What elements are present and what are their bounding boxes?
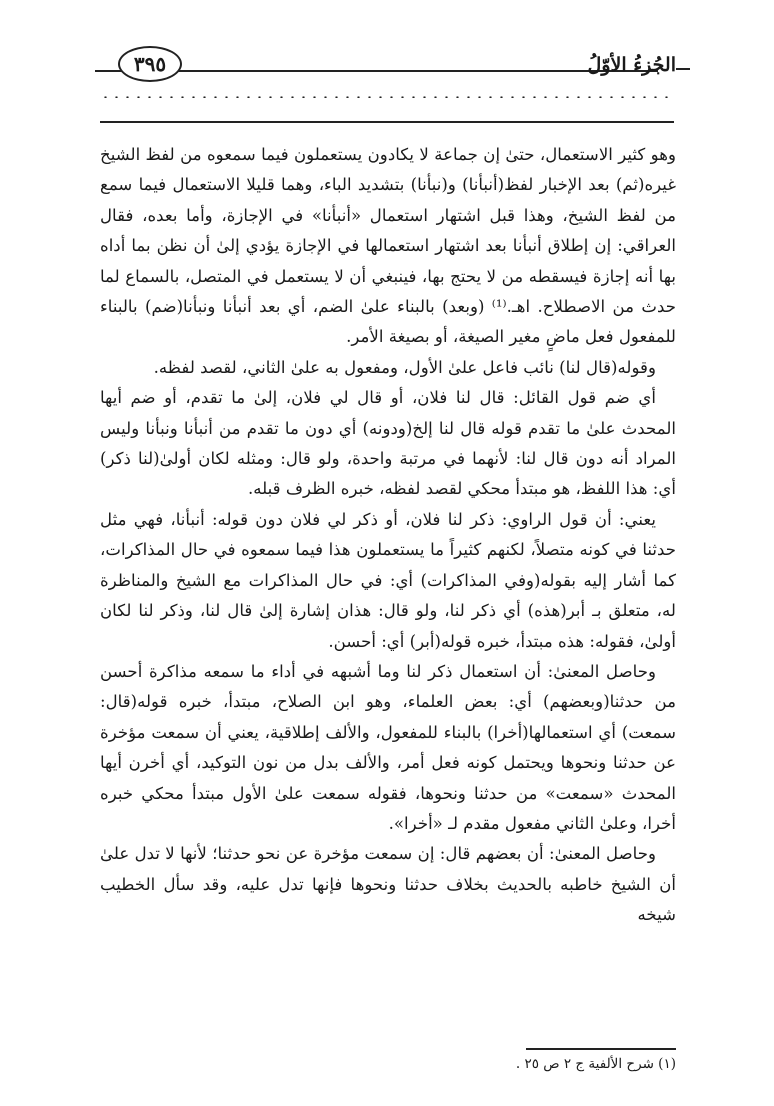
paragraph: وحاصل المعنىٰ: أن بعضهم قال: إن سمعت مؤخرة عن نحو حدثنا؛ لأنها لا تدل علىٰ أن الشيخ خاطبه بالحديث بخلاف حدثنا ونحوها فإنها تدل عليه، وقد سأل الخطيب شيخه xyxy=(100,844,676,925)
page-number: ٣٩٥ xyxy=(118,46,182,82)
paragraph: أي ضم قول القائل: قال لنا فلان، أو قال لي فلان، إلىٰ ما تقدم، أو ضم أيها المحدث علىٰ ما تقدم قوله قال لنا إلخ(ودونه) أي دون ما تقدم من أنبأنا ونبأنا وليس المراد أنه دون قال لنا: لأنهما في مرتبة واحدة، ولو قال: ومثله لكان أولىٰ(لنا ذكر) أي: هذا اللفظ، هو مبتدأ محكي لقصد لفظه، خبره الظرف قبله. xyxy=(100,388,676,499)
paragraph: وحاصل المعنىٰ: أن استعمال ذكر لنا وما أشبهه في أداء ما سمعه مذاكرة أحسن من حدثنا(وبعضهم) أي: بعض العلماء، وهو ابن الصلاح، مبتدأ، خبره قوله(قال: سمعت) أي استعمالها(أخرا) بالبناء للمفعول، والألف إطلاقية، يعني أن سمعت مؤخرة عن حدثنا ونحوها ويحتمل كونه فعل أمر، والألف بدل من نون التوكيد، أي أخرن أيها المحدث «سمعت» من حدثنا ونحوها، فقوله سمعت علىٰ الأول مبتدأ محكي خبره أخرا، وعلىٰ الثاني مفعول مقدم لـ «أخرا». xyxy=(100,661,676,833)
footnote: (١) شرح الألفية ج ٢ ص ٢٥ . xyxy=(515,1056,676,1072)
header-dash xyxy=(676,68,690,70)
header-rule-right xyxy=(175,70,658,72)
page-header xyxy=(0,0,774,100)
paragraph: وهو كثير الاستعمال، حتىٰ إن جماعة لا يكادون يستعملون فيما سمعوه من لفظ الشيخ غيره(ثم) بعد الإخبار لفظ(أنبأنا) و(نبأنا) بتشديد الباء، وهما قليلا الاستعمال فيما سمع من لفظ الشيخ، وهذا قبل اشتهار استعمال «أنبأنا» في الإجازة، وأما بعده، فقال العراقي: إن إطلاق أنبأنا بعد اشتهار استعمالها في الإجازة يؤدي إلىٰ أن نظن بما أداه بها أنه إجازة فيسقطه من لا يحتج بها، فينبغي أن لا يستعمل في المتصل، بالسماع لما حدث من الاصطلاح. اهـ.⁽¹⁾ (وبعد) بالبناء علىٰ الضم، أي بعد أنبأنا ونبأنا(ضم) بالبناء للمفعول فعل ماضٍ مغير الصيغة، أو بصيغة الأمر. xyxy=(100,145,676,347)
running-head: الجُزءُ الأوّلُ xyxy=(587,54,676,76)
paragraph: وقوله(قال لنا) نائب فاعل علىٰ الأول، ومفعول به علىٰ الثاني، لقصد لفظه. xyxy=(153,357,656,377)
footnote-rule xyxy=(526,1048,676,1050)
paragraph: يعني: أن قول الراوي: ذكر لنا فلان، أو ذكر لي فلان دون قوله: أنبأنا، فهي مثل حدثنا في كونه متصلاً، لكنهم كثيراً ما يستعملون هذا فيما سمعوه في حال المذاكرات، كما أشار إليه بقوله(وفي المذاكرات) أي: في حال المذاكرات مع الشيخ والمناظرة له، متعلق بـ أبر(هذه) أي ذكر لنا، ولو قال: هذان إشارة إلىٰ قال لنا، وذكر لنا لكان أولىٰ، فقوله: هذه مبتدأ، خبره قوله(أبر) أي: أحسن. xyxy=(100,509,676,651)
text-rule xyxy=(100,121,674,123)
main-text xyxy=(100,140,676,931)
dotted-separator xyxy=(100,96,674,98)
